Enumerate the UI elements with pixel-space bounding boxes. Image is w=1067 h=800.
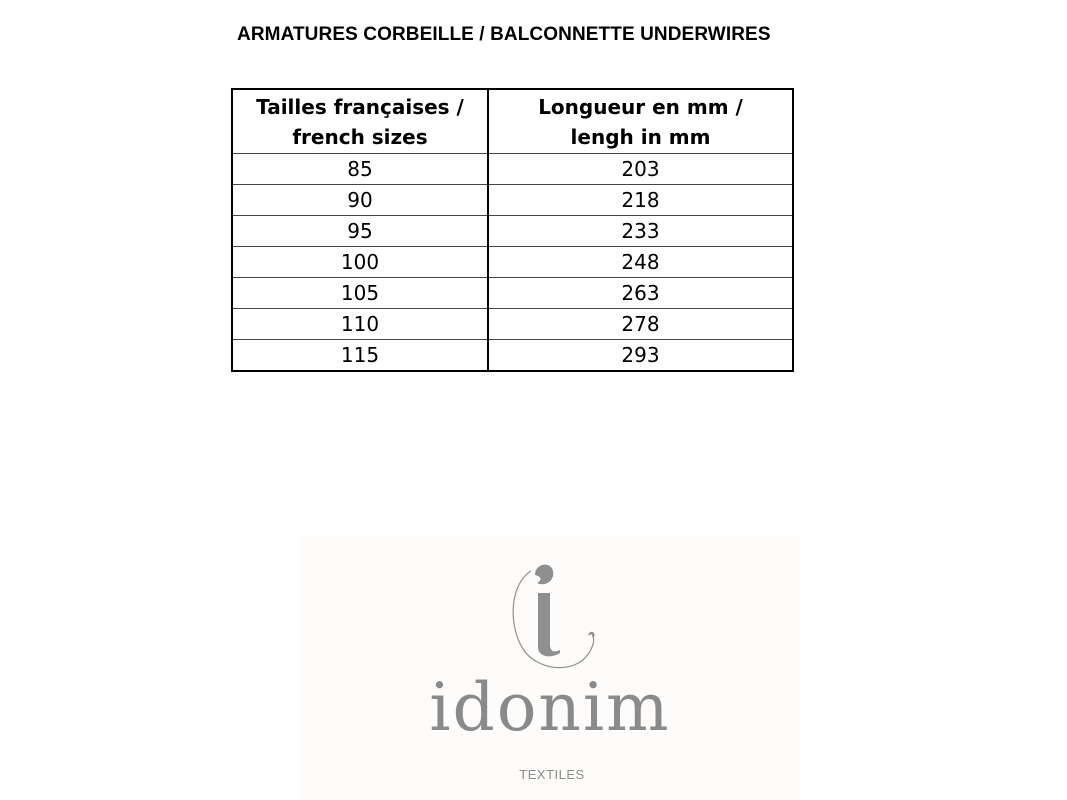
size-cell: 95 (232, 216, 488, 247)
length-cell: 218 (488, 185, 793, 216)
length-cell: 278 (488, 309, 793, 340)
length-cell: 293 (488, 340, 793, 372)
table-row (232, 309, 793, 340)
brand-wordmark: idonim (429, 669, 671, 746)
size-cell: 110 (232, 309, 488, 340)
size-cell: 100 (232, 247, 488, 278)
table-row (232, 185, 793, 216)
length-cell: 233 (488, 216, 793, 247)
column-header-size-line-1: Tailles françaises / (256, 94, 464, 119)
column-header-length-line-1: Longueur en mm / (538, 94, 743, 119)
size-cell: 85 (232, 154, 488, 185)
size-cell: 105 (232, 278, 488, 309)
table-header-row (232, 89, 793, 154)
column-header-size (232, 89, 488, 154)
table-row (232, 216, 793, 247)
brand-monogram-icon (505, 553, 605, 673)
length-cell: 203 (488, 154, 793, 185)
table-row (232, 154, 793, 185)
length-cell: 263 (488, 278, 793, 309)
length-cell: 248 (488, 247, 793, 278)
table-row (232, 247, 793, 278)
brand-logo (300, 535, 800, 800)
size-cell: 115 (232, 340, 488, 372)
column-header-size-line-2: french sizes (292, 124, 428, 149)
page-title: ARMATURES CORBEILLE / BALCONNETTE UNDERWIRES (237, 24, 771, 45)
underwire-size-table (231, 88, 794, 372)
column-header-length-line-2: lengh in mm (570, 124, 711, 149)
size-cell: 90 (232, 185, 488, 216)
column-header-length (488, 89, 793, 154)
brand-tagline: TEXTILES (519, 767, 585, 782)
table-row (232, 340, 793, 372)
table-row (232, 278, 793, 309)
